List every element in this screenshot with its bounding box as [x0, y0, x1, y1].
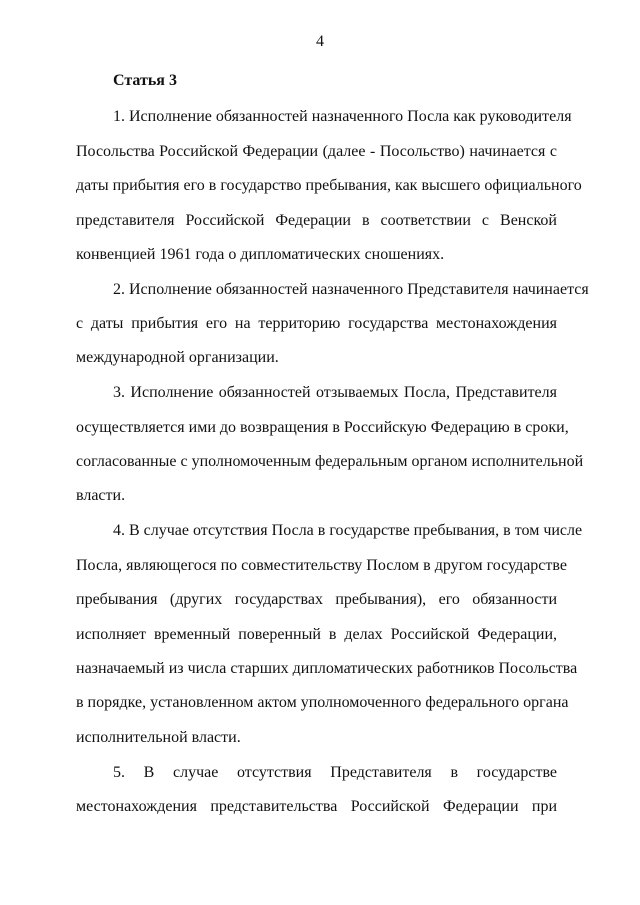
text-line: осуществляется ими до возвращения в Российскую Федерацию в сроки, [76, 419, 569, 436]
text-line: Посла, являющегося по совместительству Послом в другом государстве [76, 557, 567, 574]
text-line: исполняет временный поверенный в делах Российской Федерации, [76, 626, 557, 643]
text-line: даты прибытия его в государство пребывания, как высшего официального [76, 177, 582, 194]
text-line: Посольства Российской Федерации (далее - Посольство) начинается с [76, 143, 557, 160]
text-line: 4. В случае отсутствия Посла в государстве пребывания, в том числе [113, 522, 583, 539]
text-line: представителя Российской Федерации в соответствии с Венской [76, 212, 557, 229]
text-line: 3. Исполнение обязанностей отзываемых Посла, Представителя [113, 384, 557, 401]
text-line: назначаемый из числа старших дипломатических работников Посольства [76, 660, 578, 677]
text-line: международной организации. [76, 349, 279, 366]
text-line: конвенцией 1961 года о дипломатических сношениях. [76, 246, 445, 263]
text-line: пребывания (других государствах пребывания), его обязанности [76, 591, 557, 608]
text-line: согласованные с уполномоченным федеральным органом исполнительной [76, 453, 584, 470]
text-line: власти. [76, 487, 126, 504]
text-line: 5. В случае отсутствия Представителя в государстве [113, 764, 557, 781]
text-line: исполнительной власти. [76, 729, 241, 746]
text-line: с даты прибытия его на территорию государства местонахождения [76, 315, 557, 332]
text-line: в порядке, установленном актом уполномоченного федерального органа [76, 694, 569, 711]
text-line: 2. Исполнение обязанностей назначенного Представителя начинается [113, 281, 589, 298]
text-line: 1. Исполнение обязанностей назначенного Посла как руководителя [113, 108, 572, 125]
page-number: 4 [316, 33, 324, 50]
text-line: местонахождения представительства Российской Федерации при [76, 798, 557, 815]
article-title: Статья 3 [113, 72, 177, 89]
